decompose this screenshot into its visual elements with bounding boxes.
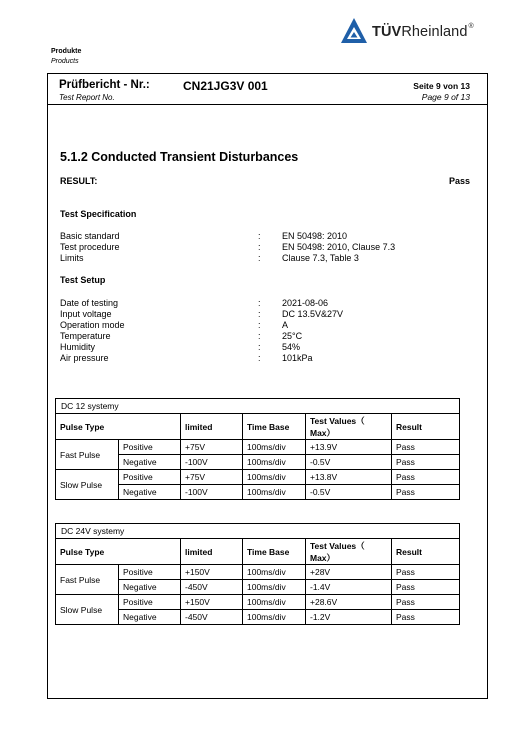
page-title: 5.1.2 Conducted Transient Disturbances	[60, 150, 299, 164]
header-cell: Result	[392, 414, 460, 440]
colon: :	[258, 231, 261, 241]
setup-value: 101kPa	[282, 353, 313, 363]
setup-heading: Test Setup	[60, 275, 106, 285]
result-cell: Pass	[392, 565, 460, 580]
result-value: Pass	[448, 176, 470, 186]
polarity-cell: Negative	[119, 455, 181, 470]
section-label-en: Products	[51, 58, 79, 65]
spec-heading: Test Specification	[60, 209, 137, 219]
brand-name: TÜVRheinland®	[372, 23, 474, 40]
time-base-cell: 100ms/div	[243, 580, 306, 595]
result-label: RESULT:	[60, 176, 98, 186]
result-cell: Pass	[392, 455, 460, 470]
setup-value: 2021-08-06	[282, 298, 329, 308]
header-cell: Time Base	[243, 539, 306, 565]
time-base-cell: 100ms/div	[243, 595, 306, 610]
polarity-cell: Negative	[119, 580, 181, 595]
header-cell: limited	[181, 414, 243, 440]
time-base-cell: 100ms/div	[243, 470, 306, 485]
setup-label: Input voltage	[60, 309, 112, 319]
header-cell: Pulse Type	[56, 539, 181, 565]
pulse-table-24v	[55, 523, 460, 625]
test-value-cell: -1.4V	[306, 580, 392, 595]
page-number: Seite 9 von 13	[413, 81, 470, 91]
pulse-group-cell: Slow Pulse	[56, 470, 119, 500]
result-cell: Pass	[392, 580, 460, 595]
limited-cell: +75V	[181, 440, 243, 455]
result-cell: Pass	[392, 440, 460, 455]
setup-value: 25°C	[282, 331, 303, 341]
table-caption: DC 12 systemy	[56, 399, 460, 414]
limited-cell: -100V	[181, 485, 243, 500]
setup-label: Date of testing	[60, 298, 119, 308]
setup-label: Humidity	[60, 342, 96, 352]
table-row	[56, 440, 460, 455]
table-row	[56, 565, 460, 580]
table-row	[56, 470, 460, 485]
time-base-cell: 100ms/div	[243, 485, 306, 500]
setup-label: Air pressure	[60, 353, 109, 363]
pulse-group-cell: Slow Pulse	[56, 595, 119, 625]
polarity-cell: Positive	[119, 470, 181, 485]
report-number: CN21JG3V 001	[183, 79, 268, 93]
tuv-rheinland-logo	[340, 17, 490, 45]
time-base-cell: 100ms/div	[243, 455, 306, 470]
spec-label: Limits	[60, 253, 84, 263]
setup-value: DC 13.5V&27V	[282, 309, 344, 319]
header-cell: Time Base	[243, 414, 306, 440]
pulse-group-cell: Fast Pulse	[56, 440, 119, 470]
header-cell: Test Values（ Max）	[306, 539, 392, 565]
colon: :	[258, 331, 261, 341]
result-cell: Pass	[392, 485, 460, 500]
setup-value: A	[282, 320, 289, 330]
test-value-cell: +13.9V	[306, 440, 392, 455]
pulse-table-12v	[55, 398, 460, 500]
polarity-cell: Positive	[119, 440, 181, 455]
polarity-cell: Positive	[119, 565, 181, 580]
time-base-cell: 100ms/div	[243, 610, 306, 625]
spec-value: Clause 7.3, Table 3	[282, 253, 359, 263]
time-base-cell: 100ms/div	[243, 565, 306, 580]
table-caption: DC 24V systemy	[56, 524, 460, 539]
pulse-group-cell: Fast Pulse	[56, 565, 119, 595]
page-number-en: Page 9 of 13	[421, 92, 470, 102]
polarity-cell: Positive	[119, 595, 181, 610]
section-label: Produkte	[51, 48, 82, 55]
limited-cell: -100V	[181, 455, 243, 470]
colon: :	[258, 353, 261, 363]
setup-value: 54%	[282, 342, 301, 352]
colon: :	[258, 320, 261, 330]
test-value-cell: -1.2V	[306, 610, 392, 625]
header-cell: Result	[392, 539, 460, 565]
polarity-cell: Negative	[119, 610, 181, 625]
colon: :	[258, 298, 261, 308]
result-cell: Pass	[392, 470, 460, 485]
colon: :	[258, 242, 261, 252]
spec-value: EN 50498: 2010	[282, 231, 348, 241]
test-value-cell: +13.8V	[306, 470, 392, 485]
result-cell: Pass	[392, 610, 460, 625]
spec-label: Test procedure	[60, 242, 120, 252]
table-row	[56, 595, 460, 610]
time-base-cell: 100ms/div	[243, 440, 306, 455]
limited-cell: +75V	[181, 470, 243, 485]
report-number-label: Prüfbericht - Nr.:	[59, 79, 150, 91]
limited-cell: +150V	[181, 565, 243, 580]
test-value-cell: -0.5V	[306, 455, 392, 470]
spec-label: Basic standard	[60, 231, 120, 241]
limited-cell: -450V	[181, 610, 243, 625]
table-header-row	[56, 539, 460, 565]
limited-cell: +150V	[181, 595, 243, 610]
setup-label: Operation mode	[60, 320, 125, 330]
header-divider	[47, 104, 488, 105]
report-number-label-en: Test Report No.	[59, 93, 115, 102]
test-value-cell: +28V	[306, 565, 392, 580]
limited-cell: -450V	[181, 580, 243, 595]
setup-label: Temperature	[60, 331, 111, 341]
spec-value: EN 50498: 2010, Clause 7.3	[282, 242, 396, 252]
test-value-cell: -0.5V	[306, 485, 392, 500]
result-cell: Pass	[392, 595, 460, 610]
table-header-row	[56, 414, 460, 440]
colon: :	[258, 342, 261, 352]
colon: :	[258, 309, 261, 319]
test-value-cell: +28.6V	[306, 595, 392, 610]
colon: :	[258, 253, 261, 263]
header-cell: Pulse Type	[56, 414, 181, 440]
polarity-cell: Negative	[119, 485, 181, 500]
header-cell: Test Values（ Max）	[306, 414, 392, 440]
header-cell: limited	[181, 539, 243, 565]
triangle-logo-icon	[340, 17, 368, 45]
